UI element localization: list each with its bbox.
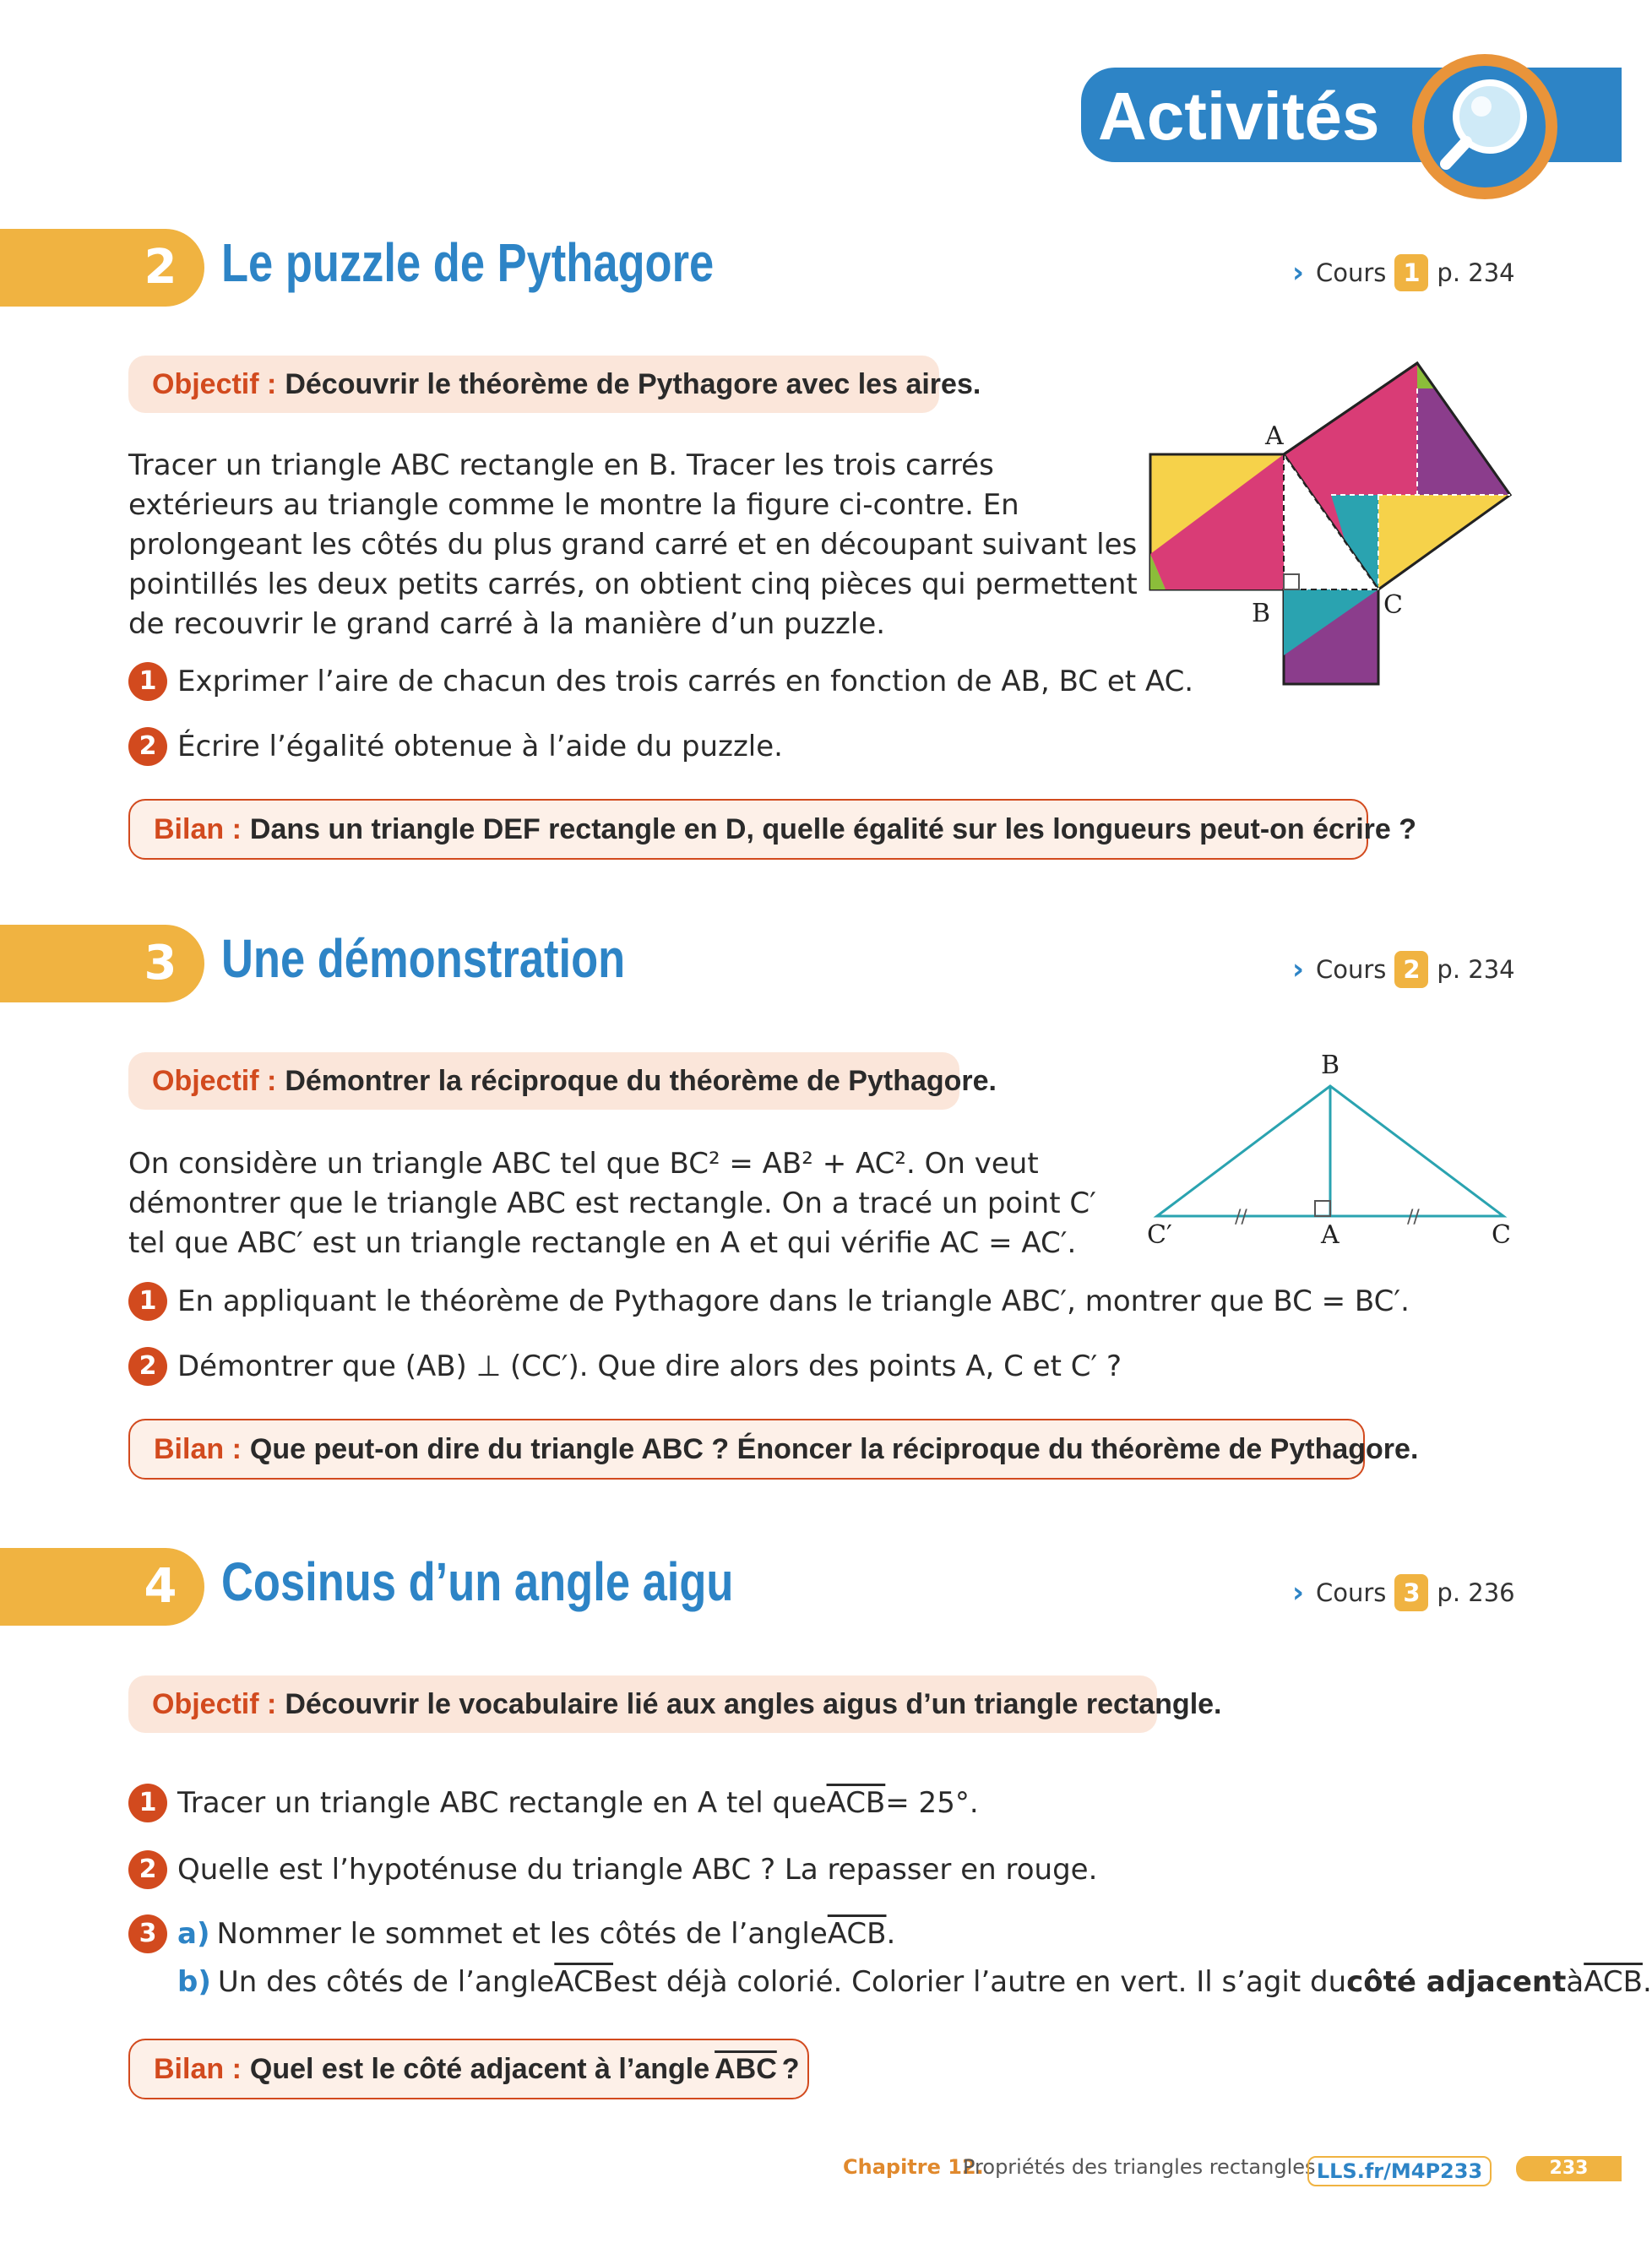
question-number: 3 bbox=[128, 1914, 167, 1953]
section-2-objective bbox=[128, 356, 981, 413]
objective-label: Objectif : bbox=[152, 367, 277, 400]
page-title: Activités bbox=[1098, 79, 1380, 154]
angle-acb: $\overline{ACB}$ bbox=[827, 1917, 887, 1951]
paragraph-line: démontrer que le triangle ABC est rectangle. On a tracé un point C′ bbox=[128, 1187, 1096, 1220]
question-text: Quelle est l’hypoténuse du triangle ABC ? La repasser en rouge. bbox=[177, 1853, 1098, 1887]
section-4-question-2 bbox=[128, 1849, 1097, 1891]
paragraph-line: extérieurs au triangle comme le montre la figure ci-contre. En bbox=[128, 488, 1019, 522]
label-c: C bbox=[1383, 590, 1403, 620]
cours-number-badge: 2 bbox=[1394, 951, 1428, 988]
question-number: 1 bbox=[128, 1784, 167, 1822]
section-2-title: Le puzzle de Pythagore bbox=[221, 232, 715, 293]
paragraph-line: de recouvrir le grand carré à la manière d’un puzzle. bbox=[128, 607, 886, 641]
paragraph-line: Tracer un triangle ABC rectangle en B. Tracer les trois carrés bbox=[128, 448, 994, 482]
magnifier-icon bbox=[1409, 51, 1561, 203]
bilan-text: ? bbox=[781, 2052, 800, 2085]
objective-text: Découvrir le théorème de Pythagore avec les aires. bbox=[285, 367, 981, 400]
question-text: Nommer le sommet et les côtés de l’angle bbox=[216, 1917, 828, 1951]
equal-tick-left: // bbox=[1235, 1207, 1247, 1228]
question-text: Exprimer l’aire de chacun des trois carrés en fonction de AB, BC et AC. bbox=[177, 665, 1194, 698]
section-3-bilan bbox=[128, 1419, 1419, 1480]
question-number: 1 bbox=[128, 1282, 167, 1321]
bilan-text: Quel est le côté adjacent à l’angle bbox=[249, 2052, 710, 2085]
question-text: En appliquant le théorème de Pythagore dans le triangle ABC′, montrer que BC = BC′. bbox=[177, 1284, 1410, 1318]
footer-chapter-title: Propriétés des triangles rectangles bbox=[963, 2155, 1316, 2179]
section-4-bilan bbox=[128, 2039, 809, 2099]
section-4-question-3a bbox=[128, 1913, 895, 1955]
bilan-label: Bilan : bbox=[154, 2052, 242, 2085]
pythagoras-puzzle-figure bbox=[1132, 346, 1520, 692]
cours-number-badge: 3 bbox=[1394, 1574, 1428, 1611]
chevron-right-icon: › bbox=[1292, 1576, 1305, 1610]
section-2-bilan bbox=[128, 799, 1416, 860]
section-4-question-3b bbox=[177, 1961, 1652, 2003]
right-angle-mark bbox=[1315, 1201, 1330, 1216]
label-b: B bbox=[1321, 1051, 1340, 1080]
section-2-cours-link[interactable] bbox=[1292, 253, 1515, 292]
sub-question-label-b: b) bbox=[177, 1965, 211, 1999]
label-a: A bbox=[1265, 421, 1284, 451]
angle-abc: $\overline{ABC}$ bbox=[715, 2052, 777, 2085]
section-3-number: 3 bbox=[144, 936, 177, 991]
section-2-question-2 bbox=[128, 725, 783, 768]
paragraph-line: pointillés les deux petits carrés, on obtient cinq pièces qui permettent bbox=[128, 568, 1138, 601]
angle-acb: $\overline{ACB}$ bbox=[554, 1965, 614, 1999]
bilan-text: Dans un triangle DEF rectangle en D, quelle égalité sur les longueurs peut-on écrire ? bbox=[249, 812, 1416, 845]
section-4-question-1 bbox=[128, 1782, 979, 1824]
question-text: Tracer un triangle ABC rectangle en A tel que bbox=[177, 1786, 827, 1820]
cours-prefix: Cours bbox=[1316, 955, 1387, 984]
section-4-title: Cosinus d’un angle aigu bbox=[221, 1551, 734, 1612]
question-text: est déjà colorié. Colorier l’autre en vert. Il s’agit du bbox=[613, 1965, 1347, 1999]
bilan-label: Bilan : bbox=[154, 1432, 242, 1465]
demonstration-triangle-figure bbox=[1140, 1047, 1520, 1250]
section-3-cours-link[interactable] bbox=[1292, 950, 1515, 989]
question-number: 2 bbox=[128, 727, 167, 766]
question-text: Écrire l’égalité obtenue à l’aide du puzzle. bbox=[177, 730, 783, 763]
bold-term: côté adjacent bbox=[1346, 1965, 1567, 1999]
angle-acb: $\overline{ACB}$ bbox=[826, 1786, 886, 1820]
footer-chapter: Chapitre 12. bbox=[843, 2155, 984, 2179]
paragraph-line: prolongeant les côtés du plus grand carré et en découpant suivant les bbox=[128, 528, 1138, 562]
section-4-number: 4 bbox=[144, 1559, 177, 1614]
bilan-label: Bilan : bbox=[154, 812, 242, 845]
question-number: 2 bbox=[128, 1850, 167, 1889]
label-b: B bbox=[1252, 599, 1271, 628]
page-number: 233 bbox=[1516, 2156, 1622, 2181]
section-2-paragraph bbox=[128, 446, 1138, 644]
question-text: = 25°. bbox=[885, 1786, 979, 1820]
objective-text: Découvrir le vocabulaire lié aux angles aigus d’un triangle rectangle. bbox=[285, 1687, 1222, 1720]
footer-link[interactable]: LLS.fr/M4P233 bbox=[1307, 2156, 1492, 2186]
label-c-prime: C′ bbox=[1147, 1220, 1172, 1250]
angle-acb: $\overline{ACB}$ bbox=[1584, 1965, 1643, 1999]
paragraph-line: On considère un triangle ABC tel que BC² = AB² + AC². On veut bbox=[128, 1147, 1039, 1181]
question-text: à bbox=[1566, 1965, 1584, 1999]
question-text: . bbox=[886, 1917, 896, 1951]
section-4-objective bbox=[128, 1675, 1222, 1733]
sub-question-label-a: a) bbox=[177, 1917, 210, 1951]
objective-text: Démontrer la réciproque du théorème de Pythagore. bbox=[285, 1064, 997, 1097]
section-4-cours-link[interactable] bbox=[1292, 1573, 1515, 1612]
chevron-right-icon: › bbox=[1292, 256, 1305, 290]
question-number: 1 bbox=[128, 662, 167, 701]
question-number: 2 bbox=[128, 1347, 167, 1386]
cours-prefix: Cours bbox=[1316, 258, 1387, 287]
label-c: C bbox=[1492, 1220, 1511, 1250]
cours-page: p. 234 bbox=[1437, 955, 1515, 984]
section-2-question-1 bbox=[128, 660, 1193, 703]
cours-page: p. 234 bbox=[1437, 258, 1515, 287]
section-3-question-1 bbox=[128, 1280, 1410, 1322]
section-3-title: Une démonstration bbox=[221, 928, 626, 989]
equal-tick-right: // bbox=[1407, 1207, 1420, 1228]
section-3-question-2 bbox=[128, 1345, 1122, 1388]
section-2-number: 2 bbox=[144, 240, 177, 295]
question-text: . bbox=[1642, 1965, 1652, 1999]
cours-page: p. 236 bbox=[1437, 1578, 1515, 1607]
section-3-paragraph bbox=[128, 1144, 1096, 1263]
cours-number-badge: 1 bbox=[1394, 254, 1428, 291]
label-a: A bbox=[1321, 1220, 1340, 1250]
objective-label: Objectif : bbox=[152, 1064, 277, 1097]
chevron-right-icon: › bbox=[1292, 953, 1305, 986]
section-3-objective bbox=[128, 1052, 997, 1110]
question-text: Un des côtés de l’angle bbox=[217, 1965, 555, 1999]
objective-label: Objectif : bbox=[152, 1687, 277, 1720]
question-text: Démontrer que (AB) ⊥ (CC′). Que dire alors des points A, C et C′ ? bbox=[177, 1350, 1122, 1383]
paragraph-line: tel que ABC′ est un triangle rectangle en A et qui vérifie AC = AC′. bbox=[128, 1226, 1077, 1260]
bilan-text: Que peut-on dire du triangle ABC ? Énoncer la réciproque du théorème de Pythagore. bbox=[249, 1432, 1419, 1465]
cours-prefix: Cours bbox=[1316, 1578, 1387, 1607]
